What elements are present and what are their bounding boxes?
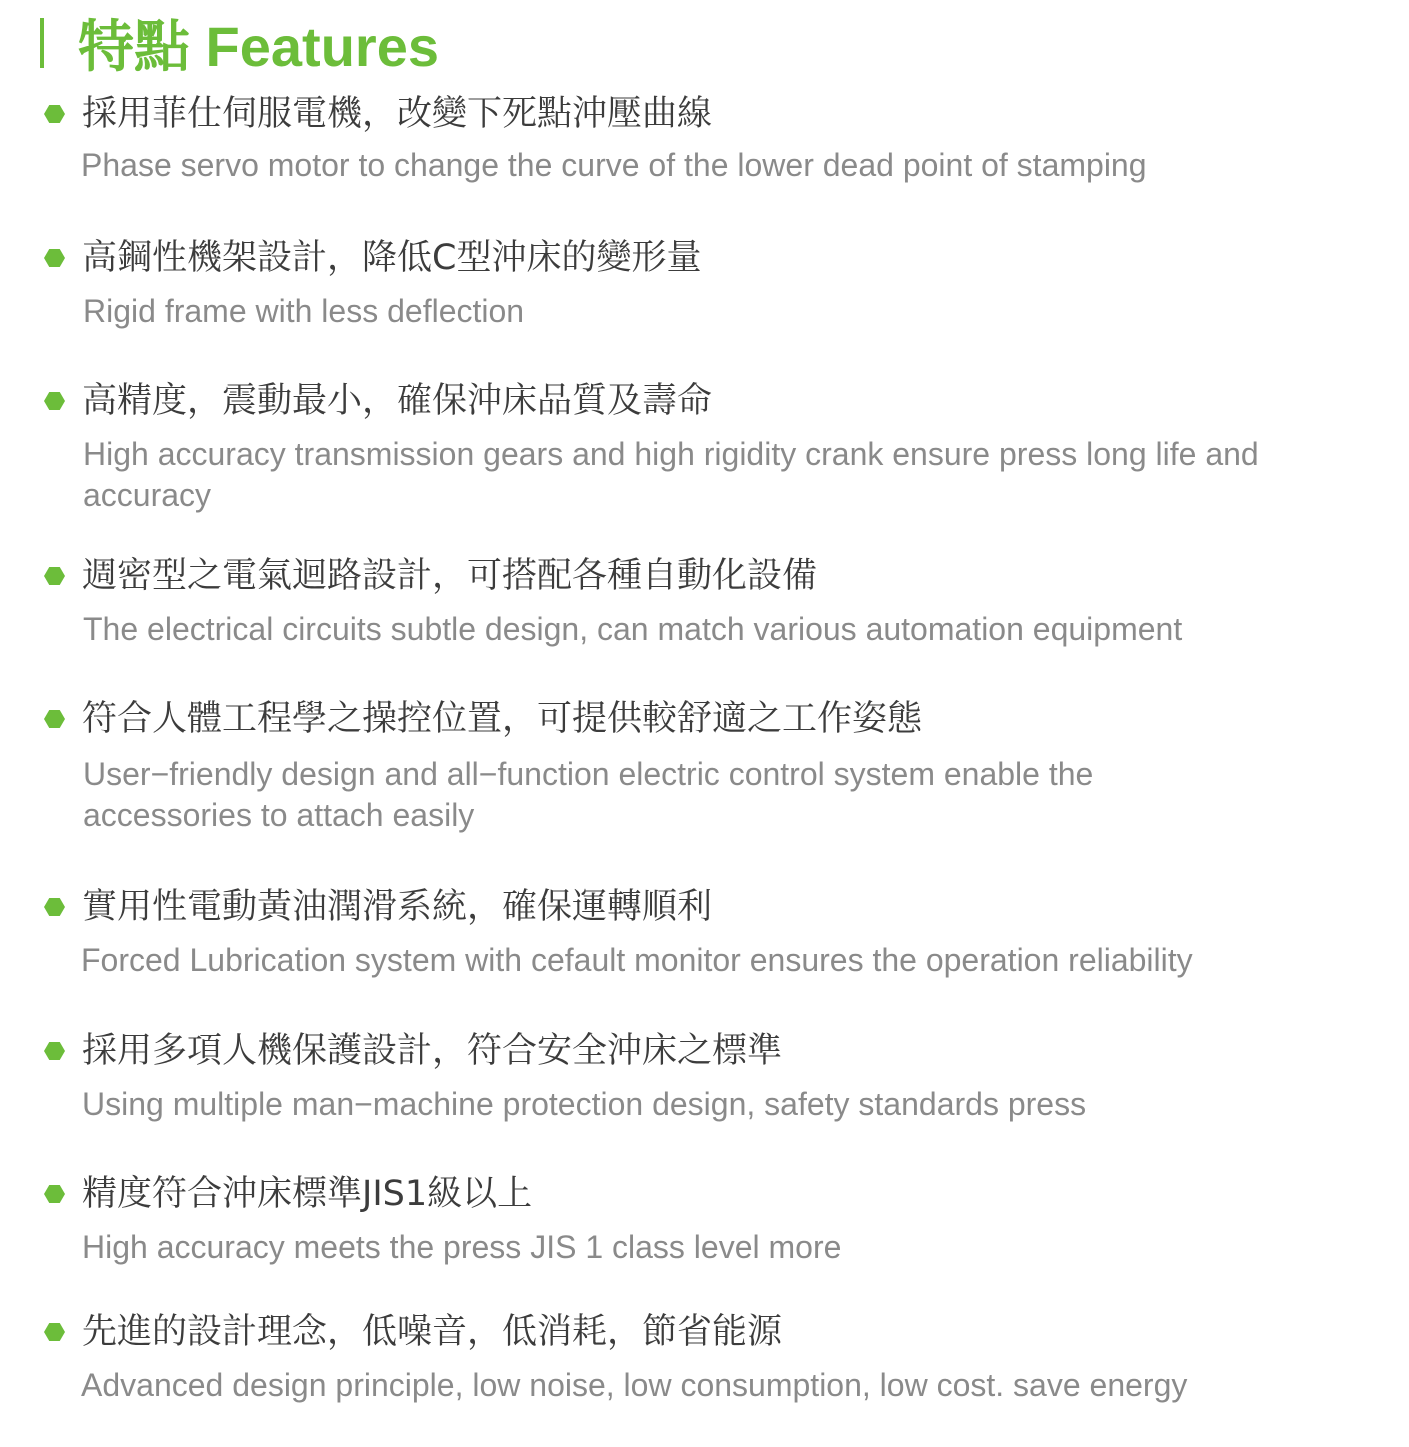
hexagon-bullet-icon xyxy=(44,1042,65,1060)
feature-title-zh: 實用性電動黃油潤滑系統，確保運轉順利 xyxy=(82,887,713,927)
feature-title-zh: 符合人體工程學之操控位置，可提供較舒適之工作姿態 xyxy=(82,699,923,739)
feature-title-zh: 採用多項人機保護設計，符合安全沖床之標準 xyxy=(82,1031,783,1071)
header-accent-bar xyxy=(40,18,44,68)
feature-desc-en: Using multiple man−machine protection design, safety standards press xyxy=(82,1086,1087,1122)
feature-desc-en: High accuracy meets the press JIS 1 class level more xyxy=(82,1229,842,1265)
section-title: 特點 Features xyxy=(78,15,439,78)
feature-desc-en: Rigid frame with less deflection xyxy=(83,293,525,329)
feature-title-zh: 高鋼性機架設計，降低C型沖床的變形量 xyxy=(82,238,702,278)
feature-desc-en: Phase servo motor to change the curve of the lower dead point of stamping xyxy=(81,147,1147,183)
feature-desc-en: Forced Lubrication system with cefault monitor ensures the operation reliability xyxy=(81,942,1193,978)
feature-desc-en: The electrical circuits subtle design, can match various automation equipment xyxy=(83,611,1183,647)
hexagon-bullet-icon xyxy=(44,1185,65,1203)
feature-title-zh: 高精度，震動最小，確保沖床品質及壽命 xyxy=(82,381,713,421)
hexagon-bullet-icon xyxy=(44,710,65,728)
feature-title-zh: 精度符合沖床標準JIS1級以上 xyxy=(82,1174,533,1214)
hexagon-bullet-icon xyxy=(44,898,65,916)
feature-desc-en: High accuracy transmission gears and high rigidity crank ensure press long life and accuracy xyxy=(83,436,1259,513)
hexagon-bullet-icon xyxy=(44,105,65,123)
feature-title-zh: 週密型之電氣迴路設計，可搭配各種自動化設備 xyxy=(82,556,818,596)
hexagon-bullet-icon xyxy=(44,392,65,410)
hexagon-bullet-icon xyxy=(44,1323,65,1341)
feature-desc-en: Advanced design principle, low noise, low consumption, low cost. save energy xyxy=(81,1367,1188,1403)
feature-desc-en: User−friendly design and all−function electric control system enable the accessories to attach easily xyxy=(83,756,1094,833)
feature-title-zh: 採用菲仕伺服電機，改變下死點沖壓曲線 xyxy=(82,94,713,134)
feature-title-zh: 先進的設計理念，低噪音，低消耗，節省能源 xyxy=(82,1312,783,1352)
hexagon-bullet-icon xyxy=(44,249,65,267)
section-header xyxy=(40,8,439,78)
hexagon-bullet-icon xyxy=(44,567,65,585)
